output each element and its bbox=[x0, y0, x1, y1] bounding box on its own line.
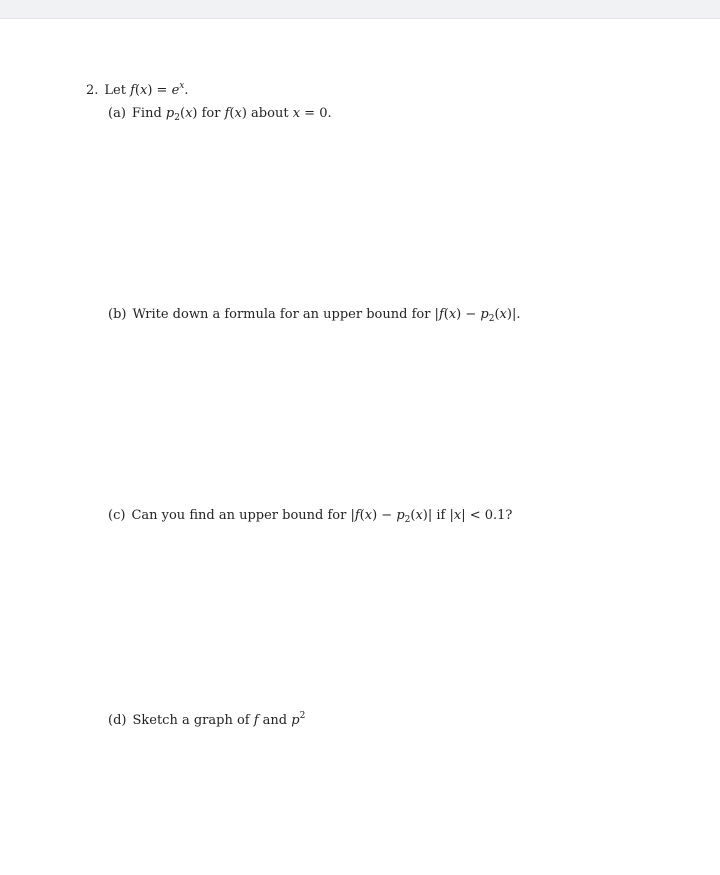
problem-number: 2. bbox=[86, 83, 99, 98]
part-c-label: (c) bbox=[108, 508, 126, 523]
math-symbol: f bbox=[253, 713, 259, 728]
problem-text: . bbox=[184, 83, 189, 98]
problem-text: ( bbox=[134, 83, 140, 98]
part-b-label: (b) bbox=[108, 307, 127, 322]
part-c bbox=[108, 508, 512, 528]
math-symbol: f bbox=[130, 83, 135, 98]
part-text: ) about bbox=[241, 106, 293, 121]
part-text: ( bbox=[410, 508, 416, 523]
math-symbol: p bbox=[165, 106, 175, 121]
math-subscript: 2 bbox=[488, 314, 495, 324]
math-subscript: 2 bbox=[404, 515, 411, 525]
part-text: )| if | bbox=[422, 508, 454, 523]
part-text: ) − bbox=[372, 508, 397, 523]
part-text: )|. bbox=[506, 307, 521, 322]
part-text: ( bbox=[443, 307, 449, 322]
part-text: = 0. bbox=[300, 106, 332, 121]
math-symbol: e bbox=[171, 83, 180, 98]
part-text: ( bbox=[229, 106, 235, 121]
part-text: ) for bbox=[192, 106, 225, 121]
math-symbol: x bbox=[453, 508, 462, 523]
math-symbol: f bbox=[224, 106, 230, 121]
part-text: | < 0.1? bbox=[461, 508, 513, 523]
math-symbol: x bbox=[234, 106, 242, 121]
math-symbol: f bbox=[354, 508, 360, 523]
math-symbol: x bbox=[415, 508, 423, 523]
math-symbol: p bbox=[396, 508, 405, 523]
document-page bbox=[0, 19, 720, 875]
math-subscript: 2 bbox=[174, 113, 180, 123]
math-symbol: x bbox=[185, 106, 193, 121]
math-symbol: x bbox=[139, 83, 148, 98]
math-symbol: x bbox=[448, 307, 457, 322]
part-text: ( bbox=[359, 508, 365, 523]
part-d bbox=[108, 708, 305, 729]
problem-text: Let bbox=[104, 83, 131, 98]
part-text: ( bbox=[179, 106, 186, 121]
part-a-label: (a) bbox=[108, 106, 126, 121]
part-text: Sketch a graph of bbox=[132, 713, 254, 728]
math-superscript: 2 bbox=[299, 711, 306, 721]
math-superscript: x bbox=[179, 81, 185, 91]
part-text: Find bbox=[131, 106, 166, 121]
math-symbol: f bbox=[438, 307, 444, 322]
part-text: Write down a formula for an upper bound for | bbox=[132, 307, 439, 322]
part-a bbox=[108, 106, 332, 126]
part-text: ( bbox=[494, 307, 500, 322]
math-symbol: x bbox=[292, 106, 301, 121]
math-symbol: p bbox=[480, 307, 489, 322]
problem-statement bbox=[86, 78, 188, 99]
math-symbol: p bbox=[291, 713, 300, 728]
part-d-label: (d) bbox=[108, 713, 127, 728]
math-symbol: x bbox=[499, 307, 507, 322]
part-text: and bbox=[258, 713, 292, 728]
math-symbol: x bbox=[364, 508, 373, 523]
problem-text: ) = bbox=[147, 83, 172, 98]
part-text: ) − bbox=[456, 307, 481, 322]
viewer-toolbar bbox=[0, 0, 720, 19]
part-text: Can you find an upper bound for | bbox=[131, 508, 355, 523]
part-b bbox=[108, 307, 520, 327]
